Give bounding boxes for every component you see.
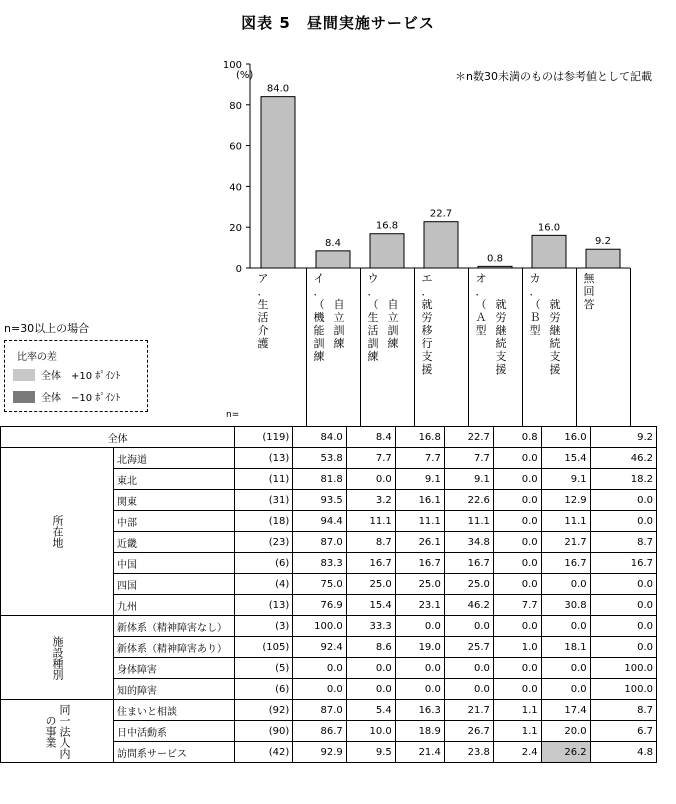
table-cell: 100.0 xyxy=(293,616,347,637)
table-cell: 16.3 xyxy=(395,700,444,721)
row-n: (6) xyxy=(235,679,293,700)
data-label: 16.0 xyxy=(537,222,561,234)
group-label: 施設種別 xyxy=(1,616,114,700)
table-cell: 7.7 xyxy=(493,595,541,616)
category-divider xyxy=(522,268,523,426)
bar xyxy=(586,249,620,268)
table-cell: 21.7 xyxy=(541,532,590,553)
table-cell: 0.0 xyxy=(590,490,656,511)
sample-size-note: ＊n数30未満のものは参考値として記載 xyxy=(455,70,652,83)
table-cell: 21.4 xyxy=(395,742,444,763)
table-cell: 0.0 xyxy=(590,511,656,532)
table-cell: 30.8 xyxy=(541,595,590,616)
table-cell: 8.7 xyxy=(346,532,395,553)
table-cell: 0.0 xyxy=(541,679,590,700)
table-cell: 0.0 xyxy=(590,574,656,595)
category-label: 無 回 答 xyxy=(583,272,595,311)
legend-swatch-minus xyxy=(13,391,35,403)
legend-swatch-plus xyxy=(13,369,35,381)
table-cell: 0.0 xyxy=(590,595,656,616)
table-cell: 11.1 xyxy=(541,511,590,532)
y-tick-label: 40 xyxy=(229,182,242,194)
legend-item-minus xyxy=(13,389,120,404)
table-cell: 16.7 xyxy=(346,553,395,574)
table-cell: 0.0 xyxy=(444,658,493,679)
table-cell: 0.0 xyxy=(346,658,395,679)
legend xyxy=(4,340,148,412)
bar xyxy=(316,251,350,268)
row-n: (13) xyxy=(235,448,293,469)
table-cell: 86.7 xyxy=(293,721,347,742)
table-cell: 7.7 xyxy=(346,448,395,469)
table-cell: 0.0 xyxy=(444,616,493,637)
table-cell: 53.8 xyxy=(293,448,347,469)
table-cell: 8.7 xyxy=(590,532,656,553)
table-cell: 16.7 xyxy=(541,553,590,574)
table-cell: 26.1 xyxy=(395,532,444,553)
legend-item-plus xyxy=(13,367,120,382)
group-label: 所在地 xyxy=(1,448,114,616)
table-cell: 0.0 xyxy=(493,511,541,532)
table-cell: 0.0 xyxy=(395,616,444,637)
table-row xyxy=(1,616,657,637)
table-cell: 15.4 xyxy=(346,595,395,616)
table-cell: 25.0 xyxy=(395,574,444,595)
table-cell: 0.8 xyxy=(493,427,541,448)
table-cell: 0.0 xyxy=(493,490,541,511)
bar xyxy=(424,222,458,268)
row-label: 北海道 xyxy=(114,448,235,469)
row-label: 新体系（精神障害あり） xyxy=(114,637,235,658)
table-cell: 0.0 xyxy=(541,574,590,595)
table-cell: 16.7 xyxy=(590,553,656,574)
data-table xyxy=(0,426,657,763)
table-cell: 23.1 xyxy=(395,595,444,616)
bar xyxy=(370,234,404,268)
legend-label-plus: 全体 +10 ﾎﾟｲﾝﾄ xyxy=(41,371,121,382)
table-cell: 7.7 xyxy=(395,448,444,469)
row-label: 中国 xyxy=(114,553,235,574)
table-cell: 75.0 xyxy=(293,574,347,595)
table-cell: 18.9 xyxy=(395,721,444,742)
row-label: 日中活動系 xyxy=(114,721,235,742)
table-cell: 87.0 xyxy=(293,532,347,553)
table-cell: 1.1 xyxy=(493,721,541,742)
table-cell: 25.0 xyxy=(346,574,395,595)
table-cell: 0.0 xyxy=(346,469,395,490)
category-divider xyxy=(360,268,361,426)
category-divider xyxy=(576,268,577,426)
row-n: (5) xyxy=(235,658,293,679)
group-label: 同一法人内の事業 xyxy=(1,700,114,763)
table-cell: 0.0 xyxy=(395,658,444,679)
table-cell: 0.0 xyxy=(493,658,541,679)
row-n: (92) xyxy=(235,700,293,721)
table-cell: 5.4 xyxy=(346,700,395,721)
row-n: (105) xyxy=(235,637,293,658)
table-row-total xyxy=(1,427,657,448)
table-cell: 84.0 xyxy=(293,427,347,448)
table-cell: 92.9 xyxy=(293,742,347,763)
table-cell: 87.0 xyxy=(293,700,347,721)
table-cell: 9.2 xyxy=(590,427,656,448)
row-label: 関東 xyxy=(114,490,235,511)
table-cell: 1.1 xyxy=(493,700,541,721)
category-label: ア ． 生 活 介 護 xyxy=(257,272,269,350)
row-label: 九州 xyxy=(114,595,235,616)
row-label: 近畿 xyxy=(114,532,235,553)
table-cell: 0.0 xyxy=(541,658,590,679)
table-cell: 16.8 xyxy=(395,427,444,448)
table-cell: 0.0 xyxy=(444,679,493,700)
category-label: カ ． （ Ｂ 型 xyxy=(529,272,541,337)
table-cell: 94.4 xyxy=(293,511,347,532)
row-label: 四国 xyxy=(114,574,235,595)
y-tick-label: 60 xyxy=(229,141,242,153)
table-cell: 93.5 xyxy=(293,490,347,511)
table-cell: 76.9 xyxy=(293,595,347,616)
row-label: 訪問系サービス xyxy=(114,742,235,763)
table-cell: 6.7 xyxy=(590,721,656,742)
bar xyxy=(532,235,566,268)
table-cell: 17.4 xyxy=(541,700,590,721)
table-cell: 0.0 xyxy=(493,574,541,595)
legend-title: 比率の差 xyxy=(17,352,57,363)
y-tick-label: 100 xyxy=(222,60,242,71)
table-cell: 25.0 xyxy=(444,574,493,595)
bar xyxy=(261,97,295,268)
table-cell: 9.1 xyxy=(395,469,444,490)
table-row xyxy=(1,700,657,721)
data-label: 16.8 xyxy=(375,220,399,232)
category-divider xyxy=(468,268,469,426)
table-cell: 0.0 xyxy=(493,616,541,637)
row-n: (13) xyxy=(235,595,293,616)
table-cell: 2.4 xyxy=(493,742,541,763)
table-cell: 11.1 xyxy=(395,511,444,532)
table-cell: 20.0 xyxy=(541,721,590,742)
category-label: エ ． 就 労 移 行 支 援 xyxy=(421,272,433,376)
table-cell: 16.1 xyxy=(395,490,444,511)
data-label: 8.4 xyxy=(325,237,341,249)
row-n: (3) xyxy=(235,616,293,637)
table-cell: 22.7 xyxy=(444,427,493,448)
table-cell: 9.1 xyxy=(444,469,493,490)
category-divider xyxy=(630,268,631,426)
row-label: 住まいと相談 xyxy=(114,700,235,721)
row-n: (4) xyxy=(235,574,293,595)
table-cell: 92.4 xyxy=(293,637,347,658)
n-label: n= xyxy=(226,410,240,420)
table-cell: 0.0 xyxy=(293,658,347,679)
table-cell: 21.7 xyxy=(444,700,493,721)
n30-label: n=30以上の場合 xyxy=(4,322,90,335)
table-cell: 0.0 xyxy=(493,532,541,553)
y-tick-label: 20 xyxy=(229,223,242,235)
row-n: (11) xyxy=(235,469,293,490)
table-cell: 0.0 xyxy=(493,553,541,574)
row-n: (31) xyxy=(235,490,293,511)
row-n: (6) xyxy=(235,553,293,574)
y-axis-unit: (%) xyxy=(236,70,254,81)
table-cell: 0.0 xyxy=(395,679,444,700)
table-cell: 0.0 xyxy=(493,679,541,700)
table-cell: 4.8 xyxy=(590,742,656,763)
table-cell: 0.0 xyxy=(541,616,590,637)
table-cell: 83.3 xyxy=(293,553,347,574)
row-label: 身体障害 xyxy=(114,658,235,679)
table-cell: 0.0 xyxy=(493,469,541,490)
category-divider xyxy=(306,268,307,426)
table-cell: 33.3 xyxy=(346,616,395,637)
row-n: (23) xyxy=(235,532,293,553)
category-label-sub: 就 労 継 続 支 援 xyxy=(495,298,507,376)
category-label-sub: 自 立 訓 練 xyxy=(387,298,399,350)
table-cell: 46.2 xyxy=(590,448,656,469)
table-cell: 18.2 xyxy=(590,469,656,490)
category-label-sub: 就 労 継 続 支 援 xyxy=(549,298,561,376)
table-cell: 81.8 xyxy=(293,469,347,490)
category-label: オ ． （ Ａ 型 xyxy=(475,272,487,337)
data-label: 9.2 xyxy=(595,236,611,248)
table-cell: 1.0 xyxy=(493,637,541,658)
table-cell: 16.0 xyxy=(541,427,590,448)
table-cell: 23.8 xyxy=(444,742,493,763)
table-cell: 3.2 xyxy=(346,490,395,511)
table-cell: 8.6 xyxy=(346,637,395,658)
table-cell: 22.6 xyxy=(444,490,493,511)
data-label: 84.0 xyxy=(266,83,290,95)
row-label: 中部 xyxy=(114,511,235,532)
table-cell: 11.1 xyxy=(444,511,493,532)
table-cell: 8.7 xyxy=(590,700,656,721)
row-label: 全体 xyxy=(1,427,235,448)
table-cell: 16.7 xyxy=(444,553,493,574)
table-cell: 34.8 xyxy=(444,532,493,553)
table-cell: 10.0 xyxy=(346,721,395,742)
table-cell: 8.4 xyxy=(346,427,395,448)
y-tick-label: 0 xyxy=(235,264,242,275)
row-n: (119) xyxy=(235,427,293,448)
category-label: イ ． （ 機 能 訓 練 xyxy=(313,272,325,363)
table-cell: 15.4 xyxy=(541,448,590,469)
category-label-sub: 自 立 訓 練 xyxy=(333,298,345,350)
bar xyxy=(478,266,512,268)
row-label: 知的障害 xyxy=(114,679,235,700)
table-cell: 0.0 xyxy=(493,448,541,469)
table-cell: 26.7 xyxy=(444,721,493,742)
table-cell: 7.7 xyxy=(444,448,493,469)
table-cell: 0.0 xyxy=(346,679,395,700)
table-cell: 25.7 xyxy=(444,637,493,658)
table-cell: 0.0 xyxy=(293,679,347,700)
chart-title: 図表 5 昼間実施サービス xyxy=(241,14,435,32)
data-label: 22.7 xyxy=(429,208,453,220)
table-row xyxy=(1,448,657,469)
category-divider xyxy=(414,268,415,426)
table-cell: 9.1 xyxy=(541,469,590,490)
row-label: 東北 xyxy=(114,469,235,490)
table-cell: 19.0 xyxy=(395,637,444,658)
table-cell: 11.1 xyxy=(346,511,395,532)
data-label: 0.8 xyxy=(487,253,503,265)
y-tick-label: 80 xyxy=(229,100,242,112)
table-cell: 26.2 xyxy=(541,742,590,763)
row-n: (90) xyxy=(235,721,293,742)
row-n: (18) xyxy=(235,511,293,532)
table-cell: 12.9 xyxy=(541,490,590,511)
legend-label-minus: 全体 −10 ﾎﾟｲﾝﾄ xyxy=(41,393,121,404)
category-label: ウ ． （ 生 活 訓 練 xyxy=(367,272,379,363)
table-cell: 100.0 xyxy=(590,658,656,679)
table-cell: 18.1 xyxy=(541,637,590,658)
table-cell: 0.0 xyxy=(590,616,656,637)
table-cell: 46.2 xyxy=(444,595,493,616)
row-label: 新体系（精神障害なし） xyxy=(114,616,235,637)
table-cell: 0.0 xyxy=(590,637,656,658)
table-cell: 9.5 xyxy=(346,742,395,763)
row-n: (42) xyxy=(235,742,293,763)
table-cell: 16.7 xyxy=(395,553,444,574)
table-cell: 100.0 xyxy=(590,679,656,700)
